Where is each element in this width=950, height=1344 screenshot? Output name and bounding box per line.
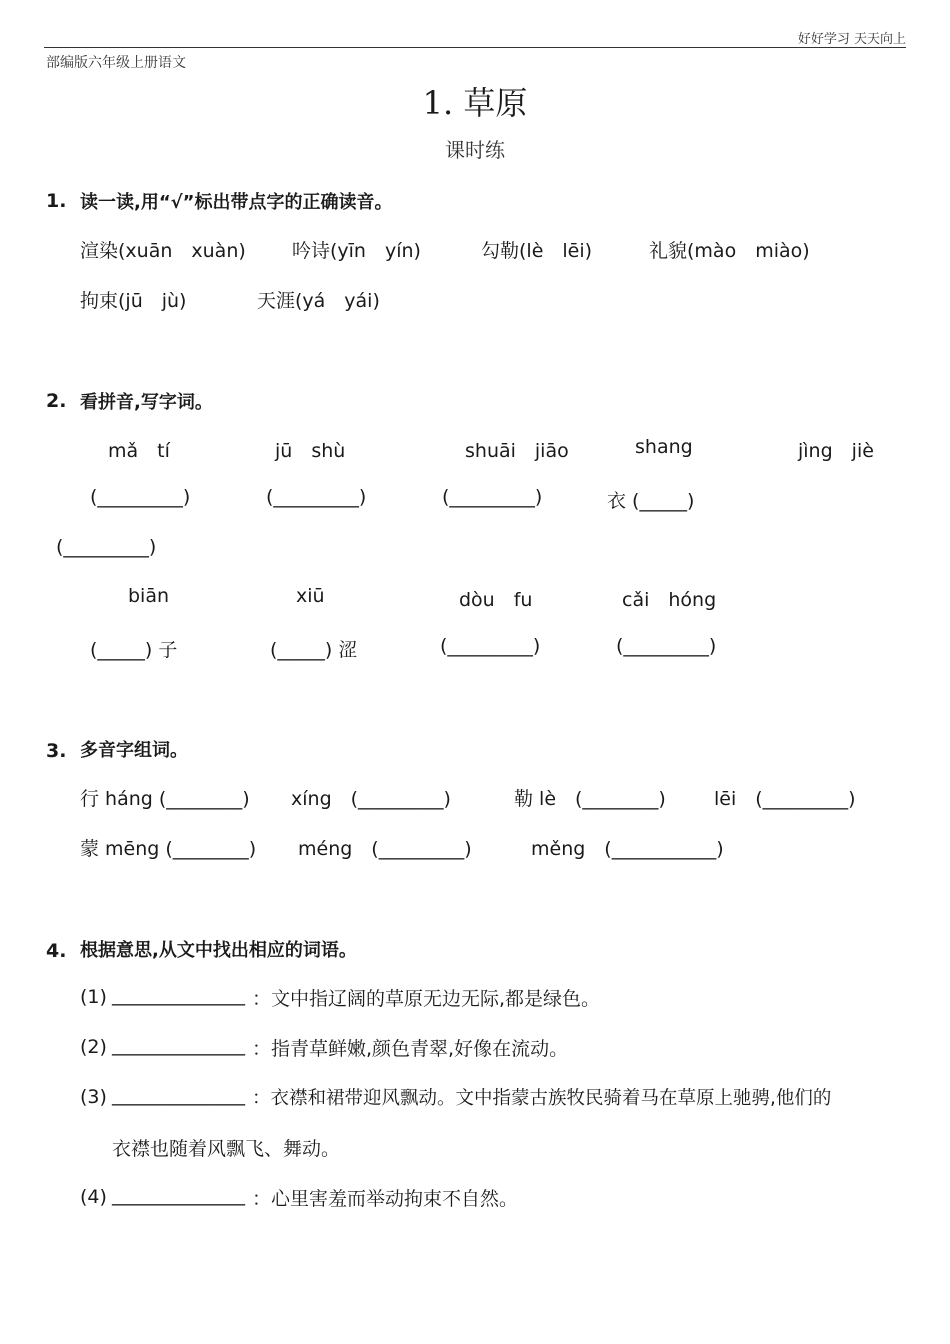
q3-word-blank[interactable]: měng (___________) bbox=[531, 838, 724, 860]
q4-item-label: (1) bbox=[80, 986, 107, 1008]
q4-answer-blank[interactable]: ______________ bbox=[112, 1034, 245, 1056]
q4-instruction: 根据意思,从文中找出相应的词语。 bbox=[80, 940, 357, 961]
q1-item: 拘束(jū jù) bbox=[80, 290, 187, 312]
q4-item-text: ：文中指辽阔的草原无边无际,都是绿色。 bbox=[252, 988, 601, 1010]
q2-instruction: 看拼音,写字词。 bbox=[80, 392, 213, 413]
q1-item: 渲染(xuān xuàn) bbox=[80, 240, 246, 262]
q4-item-text-continuation: 衣襟也随着风飘飞、舞动。 bbox=[112, 1138, 341, 1160]
q4-item-text: ：心里害羞而举动拘束不自然。 bbox=[252, 1188, 519, 1210]
q2-number: 2. bbox=[46, 390, 67, 412]
q4-number: 4. bbox=[46, 940, 67, 962]
q4-item-text: ：衣襟和裙带迎风飘动。文中指蒙古族牧民骑着马在草原上驰骋,他们的 bbox=[252, 1088, 832, 1109]
q2-answer-blank[interactable]: (_____) 子 bbox=[90, 639, 178, 661]
q1-item: 吟诗(yīn yín) bbox=[292, 240, 421, 262]
q2-answer-blank[interactable]: (_________) bbox=[56, 536, 157, 558]
header-divider bbox=[44, 47, 906, 48]
q2-pinyin: cǎi hóng bbox=[622, 589, 717, 611]
q4-answer-blank[interactable]: ______________ bbox=[112, 1084, 245, 1106]
q1-number: 1. bbox=[46, 190, 67, 212]
q2-pinyin: biān bbox=[128, 585, 170, 607]
q3-number: 3. bbox=[46, 740, 67, 762]
q3-word-blank[interactable]: 蒙 mēng (________) bbox=[80, 838, 257, 860]
q2-answer-blank[interactable]: (_________) bbox=[440, 635, 541, 657]
q1-item: 勾勒(lè lēi) bbox=[481, 240, 593, 262]
q2-answer-blank[interactable]: (_____) 涩 bbox=[270, 639, 358, 661]
q2-pinyin: xiū bbox=[296, 585, 325, 607]
q2-pinyin: shang bbox=[635, 436, 693, 458]
page-subtitle: 课时练 bbox=[445, 138, 505, 162]
q3-word-blank[interactable]: lēi (_________) bbox=[714, 788, 856, 810]
q2-pinyin: shuāi jiāo bbox=[465, 440, 569, 462]
q2-answer-blank[interactable]: (_________) bbox=[616, 635, 717, 657]
q2-answer-blank[interactable]: (_________) bbox=[442, 486, 543, 508]
q2-answer-blank[interactable]: 衣 (_____) bbox=[607, 490, 695, 512]
q2-pinyin: mǎ tí bbox=[108, 440, 170, 462]
q4-answer-blank[interactable]: ______________ bbox=[112, 984, 245, 1006]
q2-pinyin: dòu fu bbox=[459, 589, 533, 611]
q3-instruction: 多音字组词。 bbox=[80, 740, 188, 761]
q2-pinyin: jū shù bbox=[275, 440, 346, 462]
q1-item: 礼貌(mào miào) bbox=[649, 240, 810, 262]
q1-item: 天涯(yá yái) bbox=[257, 290, 380, 312]
header-motto: 好好学习 天天向上 bbox=[797, 32, 906, 47]
q4-item-label: (3) bbox=[80, 1086, 107, 1108]
q2-answer-blank[interactable]: (_________) bbox=[90, 486, 191, 508]
q3-word-blank[interactable]: xíng (_________) bbox=[291, 788, 451, 810]
q3-word-blank[interactable]: 行 háng (________) bbox=[80, 788, 250, 810]
q4-item-text: ：指青草鲜嫩,颜色青翠,好像在流动。 bbox=[252, 1038, 569, 1060]
q2-pinyin: jìng jiè bbox=[798, 440, 874, 462]
q3-word-blank[interactable]: méng (_________) bbox=[298, 838, 472, 860]
q4-item-label: (4) bbox=[80, 1186, 107, 1208]
q4-item-label: (2) bbox=[80, 1036, 107, 1058]
q2-answer-blank[interactable]: (_________) bbox=[266, 486, 367, 508]
q1-instruction: 读一读,用“√”标出带点字的正确读音。 bbox=[80, 192, 393, 213]
q3-word-blank[interactable]: 勒 lè (________) bbox=[514, 788, 666, 810]
q4-answer-blank[interactable]: ______________ bbox=[112, 1184, 245, 1206]
header-book-title: 部编版六年级上册语文 bbox=[46, 55, 186, 71]
page-title: 1. 草原 bbox=[422, 84, 528, 122]
